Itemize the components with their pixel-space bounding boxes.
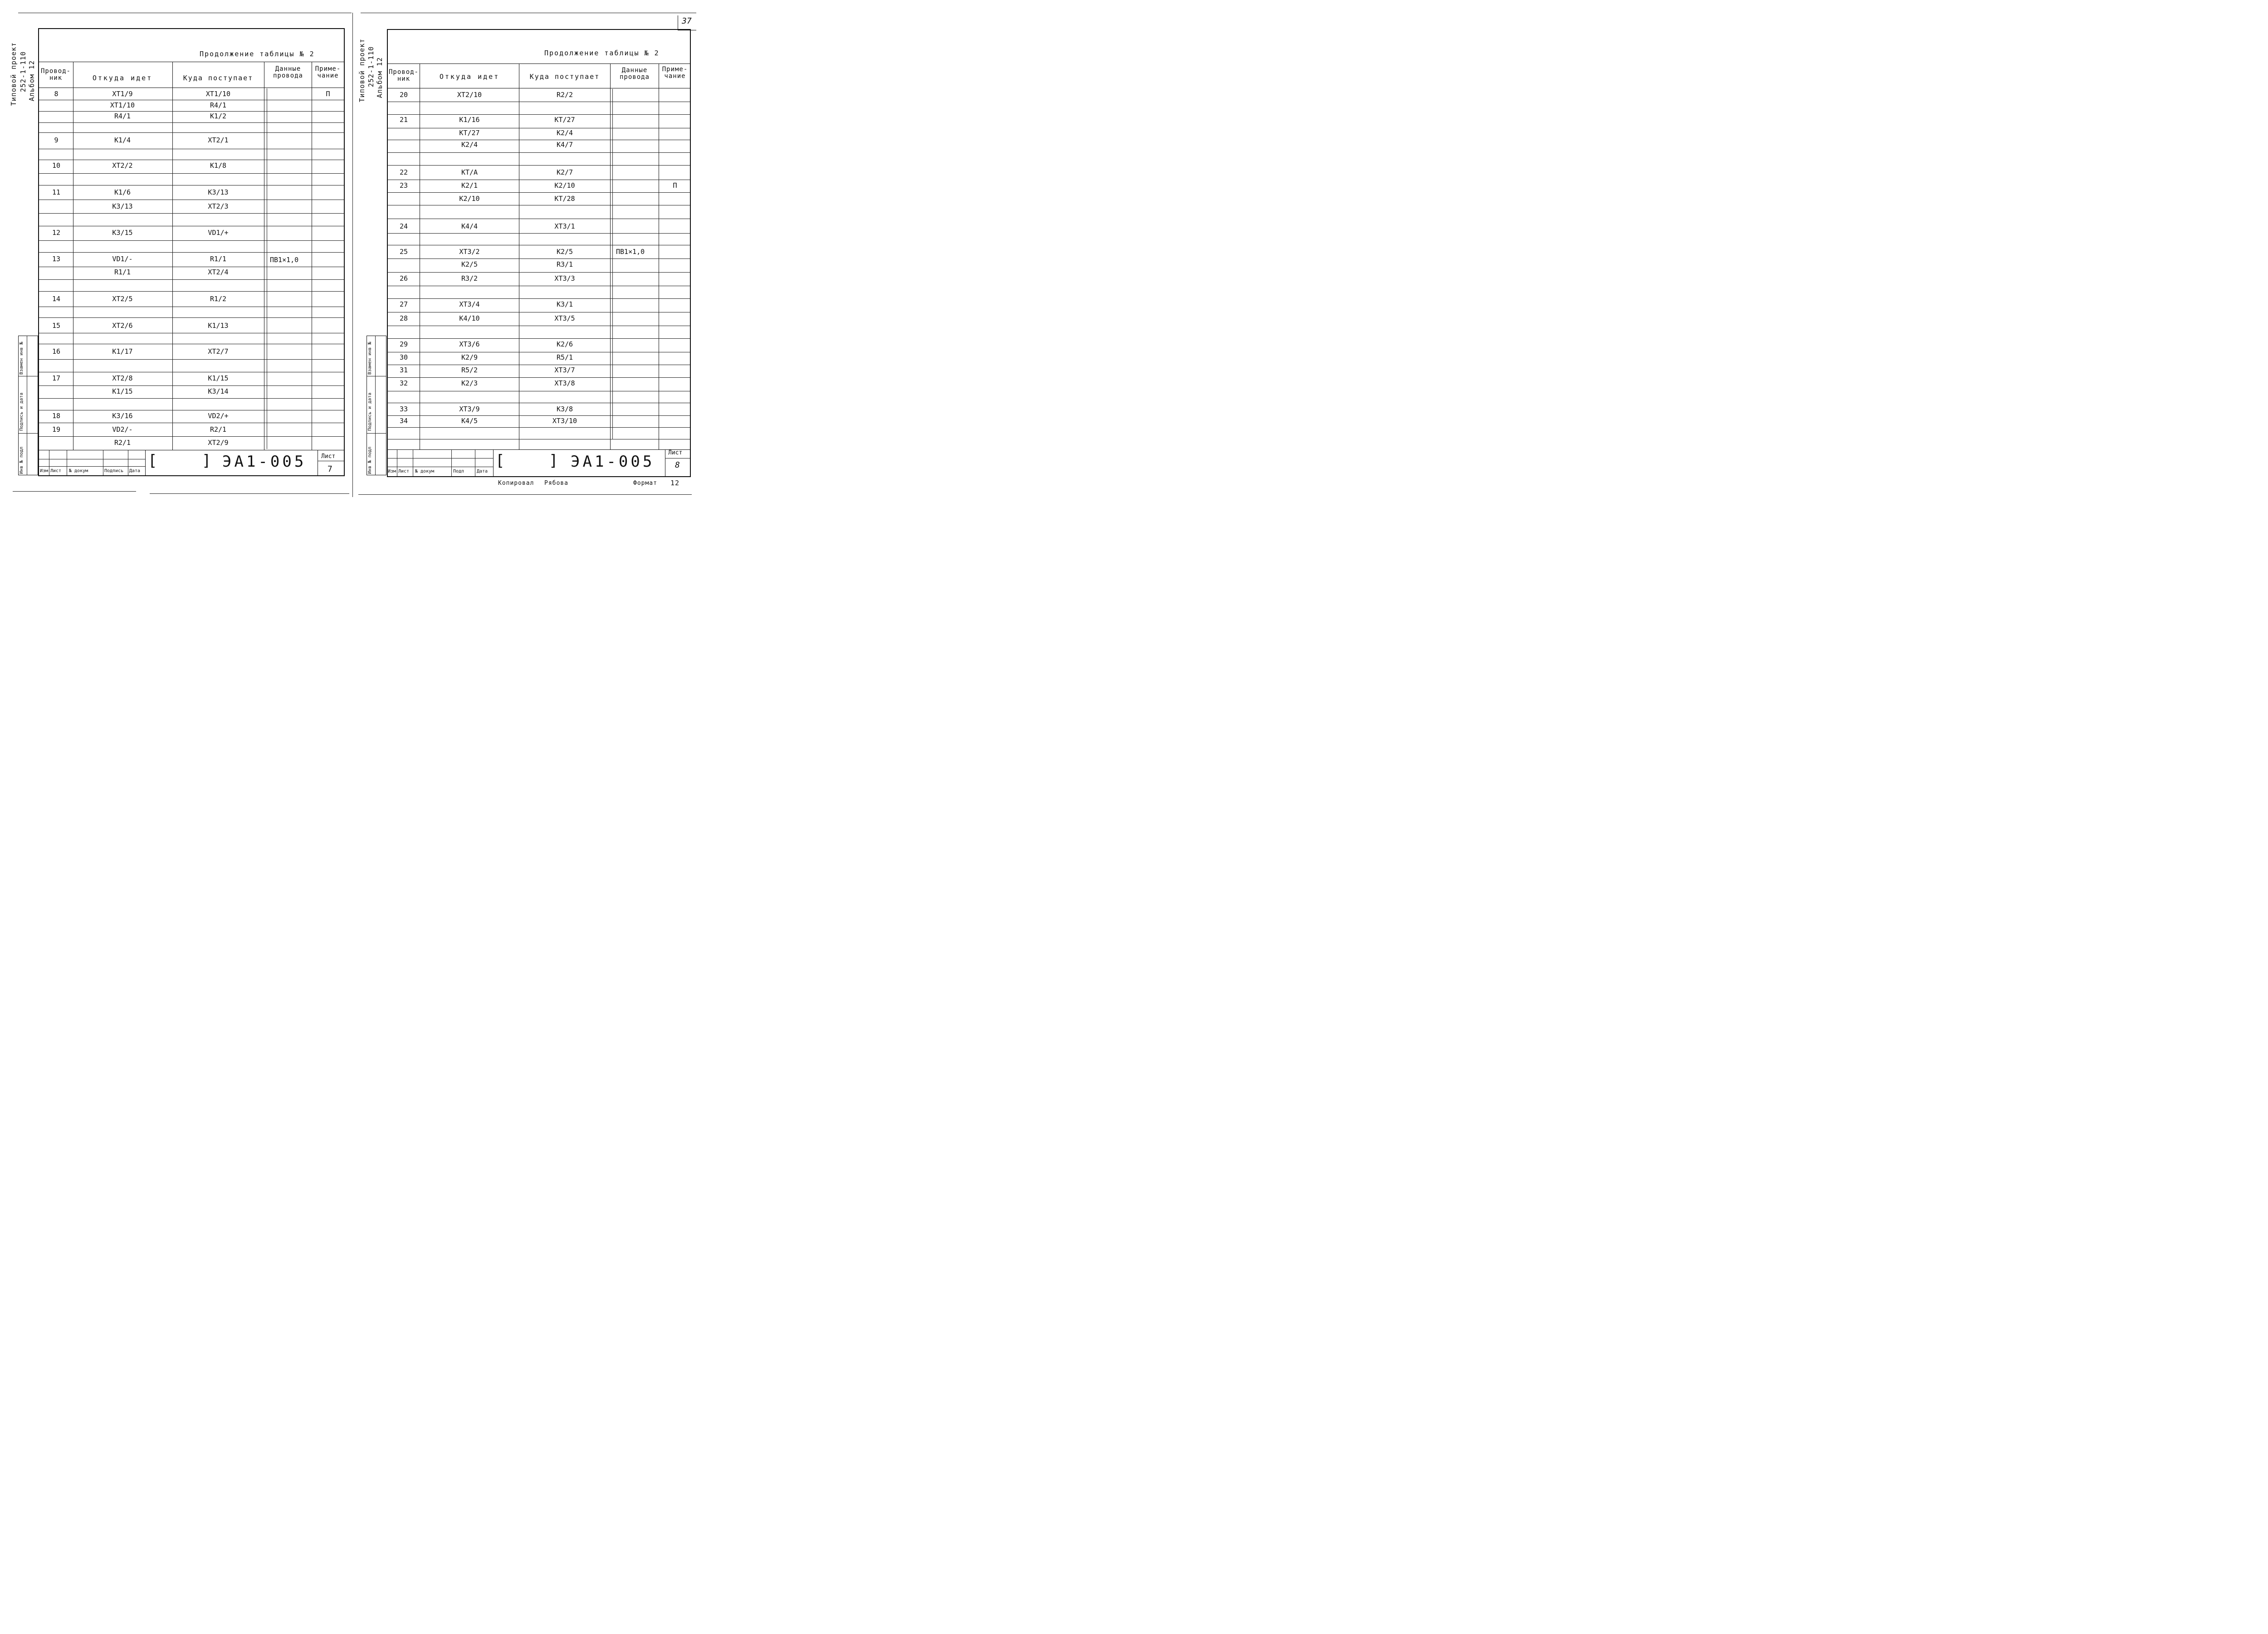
left-stamp-label-5: Дата [129,468,141,473]
left-row-to-cell: VD2/+ [208,412,229,420]
left-row-to-cell: XT2/7 [208,347,229,356]
left-row-to-cell: K1/8 [210,161,227,170]
left-wire-data: ПВ1×1,0 [270,256,299,264]
left-row-to-cell: VD1/+ [208,229,229,237]
left-row-to-cell: R2/1 [210,425,227,434]
right-drawing-code: ЭА1-005 [571,453,655,471]
right-row-wire-cell: 26 [399,274,408,283]
right-stamp-label-3: № докум [415,469,435,474]
left-header-data: Данные провода [273,65,303,79]
right-row-from-cell: R3/2 [461,274,478,283]
page-number-box [678,15,696,30]
left-bracket-open: [ [148,452,157,470]
right-row-to-cell: XT3/10 [552,417,577,425]
left-side-title-3: Альбом 12 [28,60,36,102]
left-row-wire-cell: 19 [52,425,61,434]
left-row-to-cell: R1/1 [210,255,227,263]
left-row-from-cell: VD2/- [112,425,133,434]
left-row-to-cell: XT1/10 [205,90,231,98]
right-side-title-2: 252-1-110 [367,46,375,88]
right-sheet-no: 8 [675,460,680,470]
left-row-wire-cell: 16 [52,347,61,356]
left-row-to-cell: K3/14 [208,387,229,395]
left-row-from-cell: K1/6 [114,188,131,196]
left-row-wire-cell: 12 [52,229,61,237]
left-header-from: Откуда идет [92,74,153,82]
page-number: 37 [682,16,692,26]
left-row-to-cell: K1/15 [208,374,229,382]
right-bracket-close: ] [549,452,558,470]
right-row-wire-cell: 20 [399,91,408,99]
left-row-wire-cell: 13 [52,255,61,263]
left-side-stamp-3: Взамен инв № [19,341,24,375]
right-row-wire-cell: 24 [399,222,408,230]
right-row-to-cell: XT3/8 [554,379,575,387]
footer-copied-label: Копировал [498,480,534,487]
left-row-wire-cell: 11 [52,188,61,196]
right-stamp-label-1: Изм [388,469,396,474]
left-row-from-cell: R4/1 [114,112,131,120]
right-side-stamp-1: Инв № подл [367,446,372,474]
right-row-from-cell: K1/16 [459,116,480,124]
left-row-from-cell: XT2/5 [112,295,133,303]
right-row-wire-cell: 32 [399,379,408,387]
right-row-to-cell: K3/8 [556,405,573,413]
right-row-from-cell: K2/1 [461,181,478,190]
left-row-from-cell: XT2/8 [112,374,133,382]
left-row-wire-cell: 15 [52,322,61,330]
left-row-wire-cell: 14 [52,295,61,303]
left-stamp-label-3: № докум [69,468,88,473]
right-stamp-label-5: Дата [477,469,488,474]
right-row-wire-cell: 21 [399,116,408,124]
right-row-from-cell: KT/27 [459,129,480,137]
right-row-wire-cell: 30 [399,353,408,361]
left-row-to-cell: R1/2 [210,295,227,303]
left-header-wire: Провод-ник [40,68,71,82]
left-row-from-cell: VD1/- [112,255,133,263]
right-row-wire-cell: 34 [399,417,408,425]
left-row-from-cell: K1/15 [112,387,133,395]
right-row-wire-cell: 27 [399,300,408,308]
left-row-to-cell: XT2/4 [208,268,229,276]
right-row-to-cell: XT3/5 [554,314,575,322]
right-row-from-cell: K4/10 [459,314,480,322]
right-row-to-cell: XT3/3 [554,274,575,283]
right-stamp-label-4: Подп [453,469,464,474]
left-side-stamp-1: Инв № подл [19,446,24,474]
right-row-from-cell: XT3/9 [459,405,480,413]
left-header-to: Куда поступает [183,74,254,82]
right-row-to-cell: XT3/1 [554,222,575,230]
left-row-to-cell: R4/1 [210,101,227,109]
right-row-wire-cell: 22 [399,168,408,176]
right-header-note: Приме-чание [662,66,688,80]
right-side-stamp-3: Взамен инв № [367,341,372,375]
right-row-note-cell: П [673,181,677,190]
footer-copied-by: Рябова [544,480,568,487]
right-row-wire-cell: 29 [399,340,408,348]
left-row-from-cell: K1/17 [112,347,133,356]
right-row-to-cell: K2/6 [556,340,573,348]
left-table-caption: Продолжение таблицы № 2 [200,50,315,58]
right-row-from-cell: XT3/2 [459,248,480,256]
right-side-title-3: Альбом 12 [376,57,384,98]
right-row-from-cell: XT3/6 [459,340,480,348]
left-row-to-cell: K1/2 [210,112,227,120]
left-side-title-2: 252-1-110 [19,51,27,93]
left-bracket-close: ] [202,452,211,470]
right-row-from-cell: K2/5 [461,260,478,268]
left-row-from-cell: XT2/2 [112,161,133,170]
right-side-title-1: Типовой проект [358,38,366,102]
footer-format-label: Формат [633,480,657,487]
left-row-from-cell: XT2/6 [112,322,133,330]
left-row-from-cell: K3/16 [112,412,133,420]
left-row-from-cell: XT1/10 [110,101,135,109]
left-row-to-cell: XT2/9 [208,439,229,447]
right-row-from-cell: R5/2 [461,366,478,374]
right-row-to-cell: K2/7 [556,168,573,176]
left-row-wire-cell: 9 [54,136,59,144]
right-row-to-cell: K2/5 [556,248,573,256]
left-row-wire-cell: 8 [54,90,59,98]
right-row-wire-cell: 31 [399,366,408,374]
right-row-from-cell: XT3/4 [459,300,480,308]
right-row-to-cell: XT3/7 [554,366,575,374]
left-header-note: Приме-чание [315,65,341,79]
right-row-to-cell: R3/1 [556,260,573,268]
left-row-wire-cell: 18 [52,412,61,420]
right-row-from-cell: K2/4 [461,141,478,149]
right-row-to-cell: K4/7 [556,141,573,149]
left-row-to-cell: XT2/1 [208,136,229,144]
right-sheet-label: Лист [668,449,683,456]
left-row-from-cell: K3/13 [112,202,133,210]
right-row-from-cell: KT/A [461,168,478,176]
left-drawing-code: ЭА1-005 [222,453,307,471]
left-row-wire-cell: 10 [52,161,61,170]
right-row-from-cell: XT2/10 [457,91,482,99]
right-row-to-cell: K2/10 [554,181,575,190]
right-wire-data: ПВ1×1,0 [616,248,645,256]
right-row-to-cell: K2/4 [556,129,573,137]
left-sheet-label: Лист [321,453,336,460]
right-side-stamp-2: Подпись и дата [367,392,372,431]
right-row-from-cell: K2/3 [461,379,478,387]
right-row-wire-cell: 28 [399,314,408,322]
left-row-to-cell: XT2/3 [208,202,229,210]
right-row-to-cell: R5/1 [556,353,573,361]
right-row-from-cell: K2/9 [461,353,478,361]
left-row-from-cell: K1/4 [114,136,131,144]
right-header-data: Данные провода [619,67,650,81]
left-row-to-cell: K3/13 [208,188,229,196]
left-row-note-cell: П [326,90,330,98]
left-stamp-label-4: Подпись [104,468,124,473]
left-sheet-no: 7 [327,464,332,474]
right-bracket-open: [ [495,452,505,470]
footer-format-value: 12 [670,479,680,487]
right-row-from-cell: K2/10 [459,195,480,203]
left-row-from-cell: XT1/9 [112,90,133,98]
right-row-to-cell: K3/1 [556,300,573,308]
right-stamp-label-2: Лист [398,469,410,474]
left-stamp-label-2: Лист [50,468,62,473]
left-side-stamp-2: Подпись и дата [19,392,24,431]
right-row-from-cell: K4/5 [461,417,478,425]
left-stamp-label-1: Изм [40,468,49,473]
right-header-to: Куда поступает [529,73,600,81]
right-row-to-cell: R2/2 [556,91,573,99]
right-row-wire-cell: 23 [399,181,408,190]
left-row-from-cell: K3/15 [112,229,133,237]
right-row-to-cell: KT/27 [554,116,575,124]
left-side-title-1: Типовой проект [10,42,18,106]
right-row-from-cell: K4/4 [461,222,478,230]
left-row-wire-cell: 17 [52,374,61,382]
right-header-from: Откуда идет [439,73,500,81]
right-row-to-cell: KT/28 [554,195,575,203]
left-row-to-cell: K1/13 [208,322,229,330]
right-table-caption: Продолжение таблицы № 2 [544,49,660,57]
left-row-from-cell: R2/1 [114,439,131,447]
left-row-from-cell: R1/1 [114,268,131,276]
right-row-wire-cell: 25 [399,248,408,256]
right-header-wire: Провод-ник [388,68,419,83]
right-row-wire-cell: 33 [399,405,408,413]
